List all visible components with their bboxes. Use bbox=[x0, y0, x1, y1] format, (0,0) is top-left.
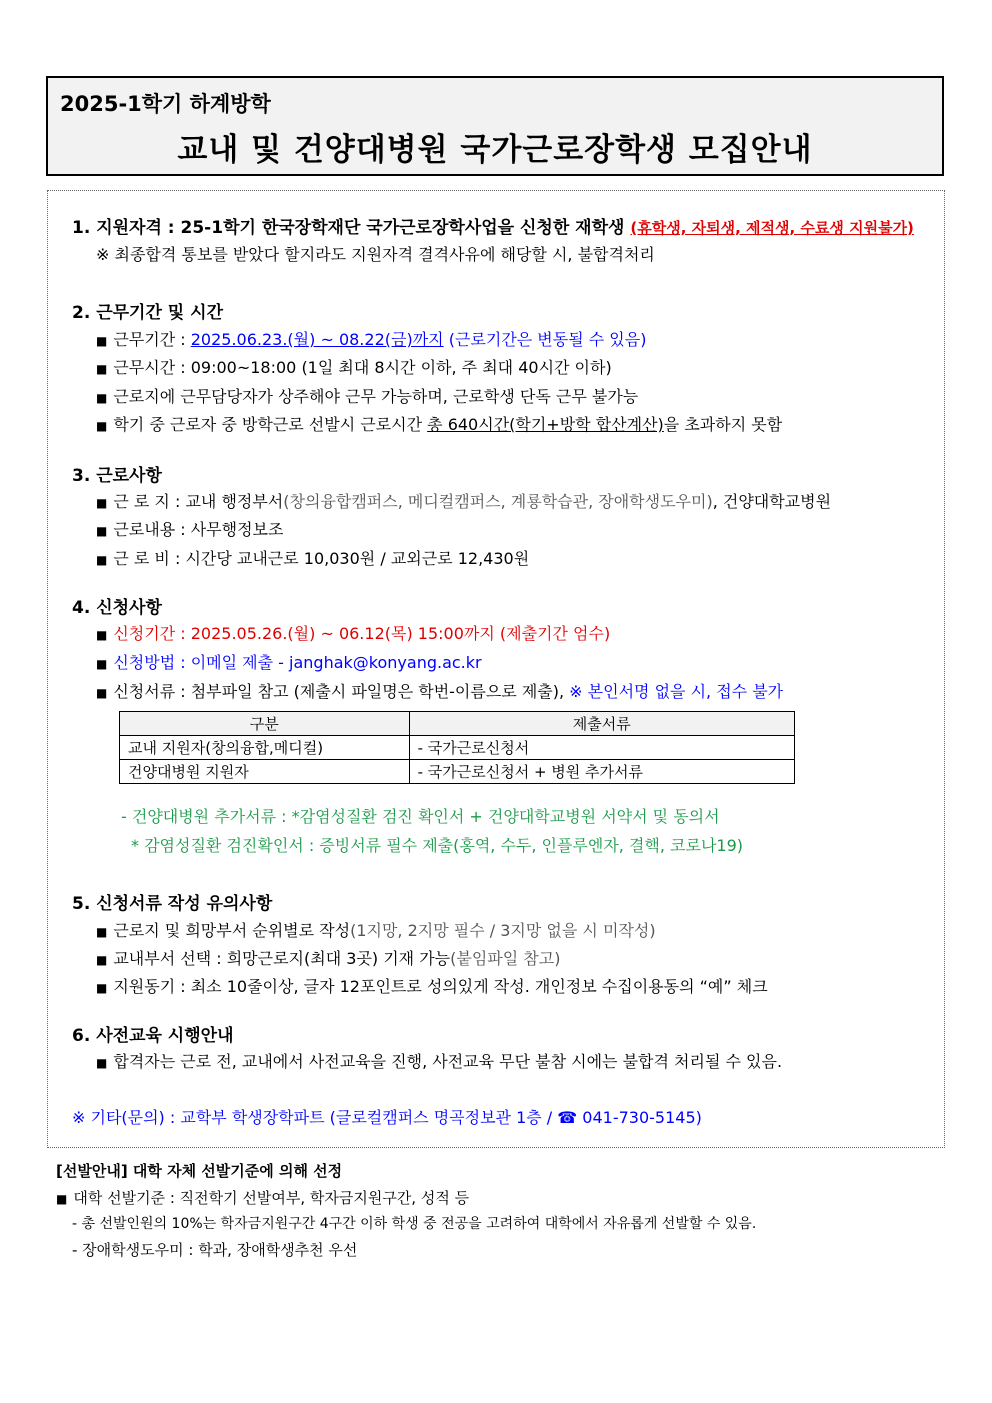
selection-criteria-text: 대학 선발기준 : 직전학기 선발여부, 학자금지원구간, 성적 등 bbox=[73, 1189, 470, 1207]
section-6-title: 6. 사전교육 시행안내 bbox=[72, 1026, 234, 1046]
table-row bbox=[120, 760, 795, 784]
contact-info: ※ 기타(문의) : 교학부 학생장학파트 (글로컬캠퍼스 명곡정보관 1층 / ☎ 041-730-5145) bbox=[72, 1108, 702, 1127]
section-2-title: 2. 근무기간 및 시간 bbox=[72, 303, 223, 323]
square-bullet-icon: ■ bbox=[96, 334, 108, 348]
training-item bbox=[96, 1049, 782, 1072]
work-hours-item bbox=[96, 355, 612, 378]
documents-table bbox=[119, 711, 795, 784]
caution-text-2: 교내부서 선택 : 희망근로지(최대 3곳) 기재 가능 bbox=[113, 949, 451, 968]
square-bullet-icon: ■ bbox=[96, 657, 108, 671]
square-bullet-icon: ■ bbox=[96, 362, 108, 376]
section-1-red-note: (휴학생, 자퇴생, 제적생, 수료생 지원불가) bbox=[630, 219, 914, 237]
page-title: 교내 및 건양대병원 국가근로장학생 모집안내 bbox=[177, 132, 813, 168]
hour-limit-pre: 학기 중 근로자 중 방학근로 선발시 근로시간 bbox=[113, 415, 428, 434]
caution-item-2 bbox=[96, 946, 560, 969]
apply-period-item bbox=[96, 621, 610, 644]
section-1-title bbox=[72, 213, 914, 238]
caution-text-3: 지원동기 : 최소 10줄이상, 글자 12포인트로 성의있게 작성. 개인정보 수집이용동의 “예” 체크 bbox=[113, 977, 768, 996]
work-hours-text: 근무시간 : 09:00~18:00 (1일 최대 8시간 이하, 주 최대 40시간 이하) bbox=[113, 358, 612, 377]
work-content-text: 근로내용 : 사무행정보조 bbox=[113, 520, 284, 539]
square-bullet-icon: ■ bbox=[96, 419, 108, 433]
caution-item-1 bbox=[96, 918, 656, 941]
square-bullet-icon: ■ bbox=[96, 1056, 108, 1070]
header-subtitle: 2025-1학기 하계방학 bbox=[60, 92, 271, 116]
work-place-hospital: , 건양대학교병원 bbox=[712, 492, 832, 511]
hour-limit-underlined: 총 640시간(학기+방학 합산계산) bbox=[427, 415, 664, 434]
section-5-title: 5. 신청서류 작성 유의사항 bbox=[72, 894, 273, 914]
square-bullet-icon: ■ bbox=[96, 925, 108, 939]
work-place-item bbox=[96, 489, 831, 512]
work-period-item bbox=[96, 327, 646, 350]
apply-docs-item bbox=[96, 679, 783, 702]
square-bullet-icon: ■ bbox=[96, 981, 108, 995]
table-cell: - 국가근로신청서 bbox=[409, 736, 794, 760]
square-bullet-icon: ■ bbox=[96, 524, 108, 538]
table-cell: 교내 지원자(창의융합,메디컬) bbox=[120, 736, 410, 760]
square-bullet-icon: ■ bbox=[96, 628, 108, 642]
square-bullet-icon: ■ bbox=[96, 391, 108, 405]
training-text: 합격자는 근로 전, 교내에서 사전교육을 진행, 사전교육 무단 불참 시에는 불합격 처리될 수 있음. bbox=[113, 1052, 783, 1071]
square-bullet-icon: ■ bbox=[96, 553, 108, 567]
table-header-documents: 제출서류 bbox=[409, 712, 794, 736]
onsite-text: 근로지에 근무담당자가 상주해야 근무 가능하며, 근로학생 단독 근무 불가능 bbox=[113, 387, 639, 406]
apply-method-text: 신청방법 : 이메일 제출 - janghak@konyang.ac.kr bbox=[113, 653, 482, 672]
onsite-item bbox=[96, 384, 638, 407]
apply-docs-warning: ※ 본인서명 없을 시, 접수 불가 bbox=[564, 682, 784, 701]
disabled-helper-note: - 장애학생도우미 : 학과, 장애학생추천 우선 bbox=[72, 1241, 358, 1259]
hour-limit-post: 을 초과하지 못함 bbox=[663, 415, 783, 434]
section-3-title: 3. 근로사항 bbox=[72, 466, 162, 486]
apply-docs-text: 신청서류 : 첨부파일 참고 (제출시 파일명은 학번-이름으로 제출), bbox=[113, 682, 565, 701]
work-period-note: (근로기간은 변동될 수 있음) bbox=[448, 330, 647, 349]
caution-text-1: 근로지 및 희망부서 순위별로 작성 bbox=[113, 921, 351, 940]
section-1-note: ※ 최종합격 통보를 받았다 할지라도 지원자격 결격사유에 해당할 시, 불합격처리 bbox=[96, 245, 655, 264]
apply-method-item bbox=[96, 650, 482, 673]
section-1-heading: 1. 지원자격 : 25-1학기 한국장학재단 국가근로장학사업을 신청한 재학생 bbox=[72, 218, 625, 238]
square-bullet-icon: ■ bbox=[96, 686, 108, 700]
caution-text-1-note: (1지망, 2지망 필수 / 3지망 없을 시 미작성) bbox=[350, 921, 656, 940]
work-place-campuses: (창의융합캠퍼스, 메디컬캠퍼스, 계룡학습관, 장애학생도우미) bbox=[283, 492, 713, 511]
work-place-label: 근 로 지 : 교내 행정부서 bbox=[113, 492, 284, 511]
work-period-label: 근무기간 : bbox=[113, 330, 191, 349]
work-period-value: 2025.06.23.(월) ~ 08.22(금)까지 bbox=[190, 330, 444, 349]
hospital-extra-docs-note: - 건양대병원 추가서류 : *감염성질환 검진 확인서 + 건양대학교병원 서약서 및 동의서 bbox=[121, 807, 720, 826]
caution-text-2-note: (붙임파일 참고) bbox=[450, 949, 561, 968]
table-cell: 건양대병원 지원자 bbox=[120, 760, 410, 784]
square-bullet-icon: ■ bbox=[96, 496, 108, 510]
table-header-row bbox=[120, 712, 795, 736]
square-bullet-icon: ■ bbox=[56, 1192, 68, 1206]
table-header-category: 구분 bbox=[120, 712, 410, 736]
table-cell: - 국가근로신청서 + 병원 추가서류 bbox=[409, 760, 794, 784]
work-pay-item bbox=[96, 546, 529, 569]
selection-guide-title: [선발안내] 대학 자체 선발기준에 의해 선정 bbox=[56, 1162, 343, 1180]
infection-check-note: * 감염성질환 검진확인서 : 증빙서류 필수 제출(홍역, 수두, 인플루엔자, 결핵, 코로나19) bbox=[131, 836, 744, 855]
caution-item-3 bbox=[96, 974, 768, 997]
selection-criteria-item bbox=[56, 1187, 469, 1208]
selection-quota-note: - 총 선발인원의 10%는 학자금지원구간 4구간 이하 학생 중 전공을 고려하여 대학에서 자유롭게 선발할 수 있음. bbox=[72, 1216, 757, 1232]
table-row bbox=[120, 736, 795, 760]
hour-limit-item bbox=[96, 412, 782, 435]
header-box bbox=[46, 76, 944, 176]
section-4-title: 4. 신청사항 bbox=[72, 598, 162, 618]
square-bullet-icon: ■ bbox=[96, 953, 108, 967]
work-content-item bbox=[96, 517, 283, 540]
apply-period-text: 신청기간 : 2025.05.26.(월) ~ 06.12(목) 15:00까지 (제출기간 엄수) bbox=[113, 624, 611, 643]
work-pay-text: 근 로 비 : 시간당 교내근로 10,030원 / 교외근로 12,430원 bbox=[113, 549, 530, 568]
